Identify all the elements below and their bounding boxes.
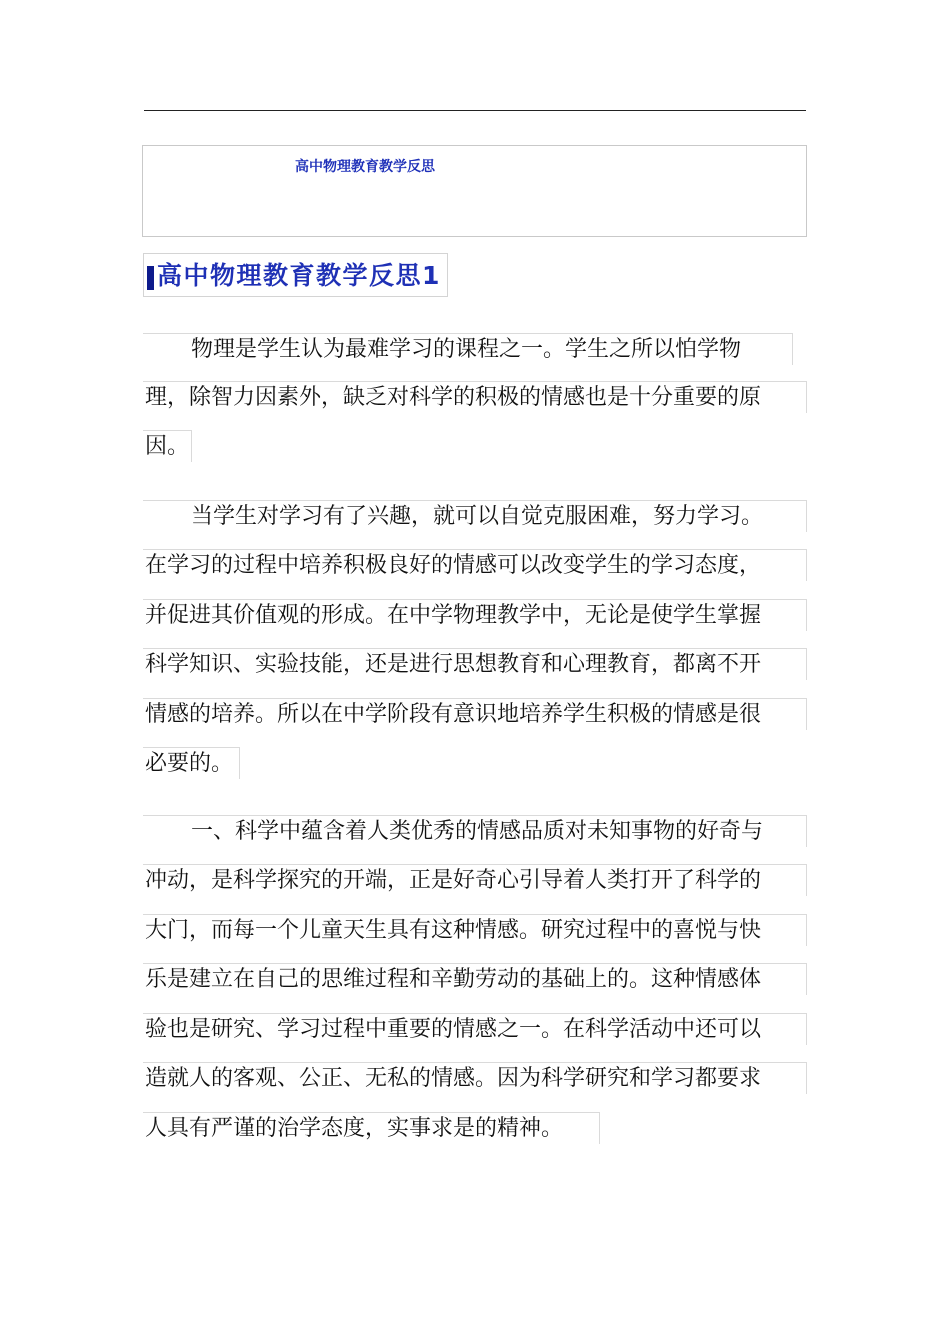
paragraph-line: 一、科学中蕴含着人类优秀的情感品质对未知事物的好奇与 [143, 815, 807, 847]
paragraph-line: 冲动，是科学探究的开端，正是好奇心引导着人类打开了科学的 [143, 864, 807, 896]
paragraph-line: 并促进其价值观的形成。在中学物理教学中，无论是使学生掌握 [143, 599, 807, 631]
paragraph-line: 必要的。 [143, 747, 240, 779]
heading-marker [147, 266, 154, 290]
table-of-contents [142, 145, 807, 237]
paragraph-line: 乐是建立在自己的思维过程和辛勤劳动的基础上的。这种情感体 [143, 963, 807, 995]
header-rule [144, 110, 806, 111]
paragraph-line: 验也是研究、学习过程中重要的情感之一。在科学活动中还可以 [143, 1013, 807, 1045]
paragraph-line: 情感的培养。所以在中学阶段有意识地培养学生积极的情感是很 [143, 698, 807, 730]
paragraph-line: 造就人的客观、公正、无私的情感。因为科学研究和学习都要求 [143, 1062, 807, 1094]
paragraph-line: 在学习的过程中培养积极良好的情感可以改变学生的学习态度， [143, 549, 807, 581]
section-heading [143, 253, 448, 297]
paragraph-line: 大门，而每一个儿童天生具有这种情感。研究过程中的喜悦与快 [143, 914, 807, 946]
paragraph-line: 理，除智力因素外，缺乏对科学的积极的情感也是十分重要的原 [143, 381, 807, 413]
paragraph-line: 人具有严谨的治学态度，实事求是的精神。 [143, 1112, 600, 1144]
paragraph-line: 科学知识、实验技能，还是进行思想教育和心理教育，都离不开 [143, 648, 807, 680]
paragraph-line: 当学生对学习有了兴趣，就可以自觉克服困难，努力学习。 [143, 500, 807, 532]
paragraph-line: 因。 [143, 430, 192, 462]
section-heading-text: 高中物理教育教学反思1 [157, 260, 441, 290]
toc-link[interactable]: 高中物理教育教学反思 [295, 159, 435, 175]
paragraph-line: 物理是学生认为最难学习的课程之一。学生之所以怕学物 [143, 333, 793, 365]
